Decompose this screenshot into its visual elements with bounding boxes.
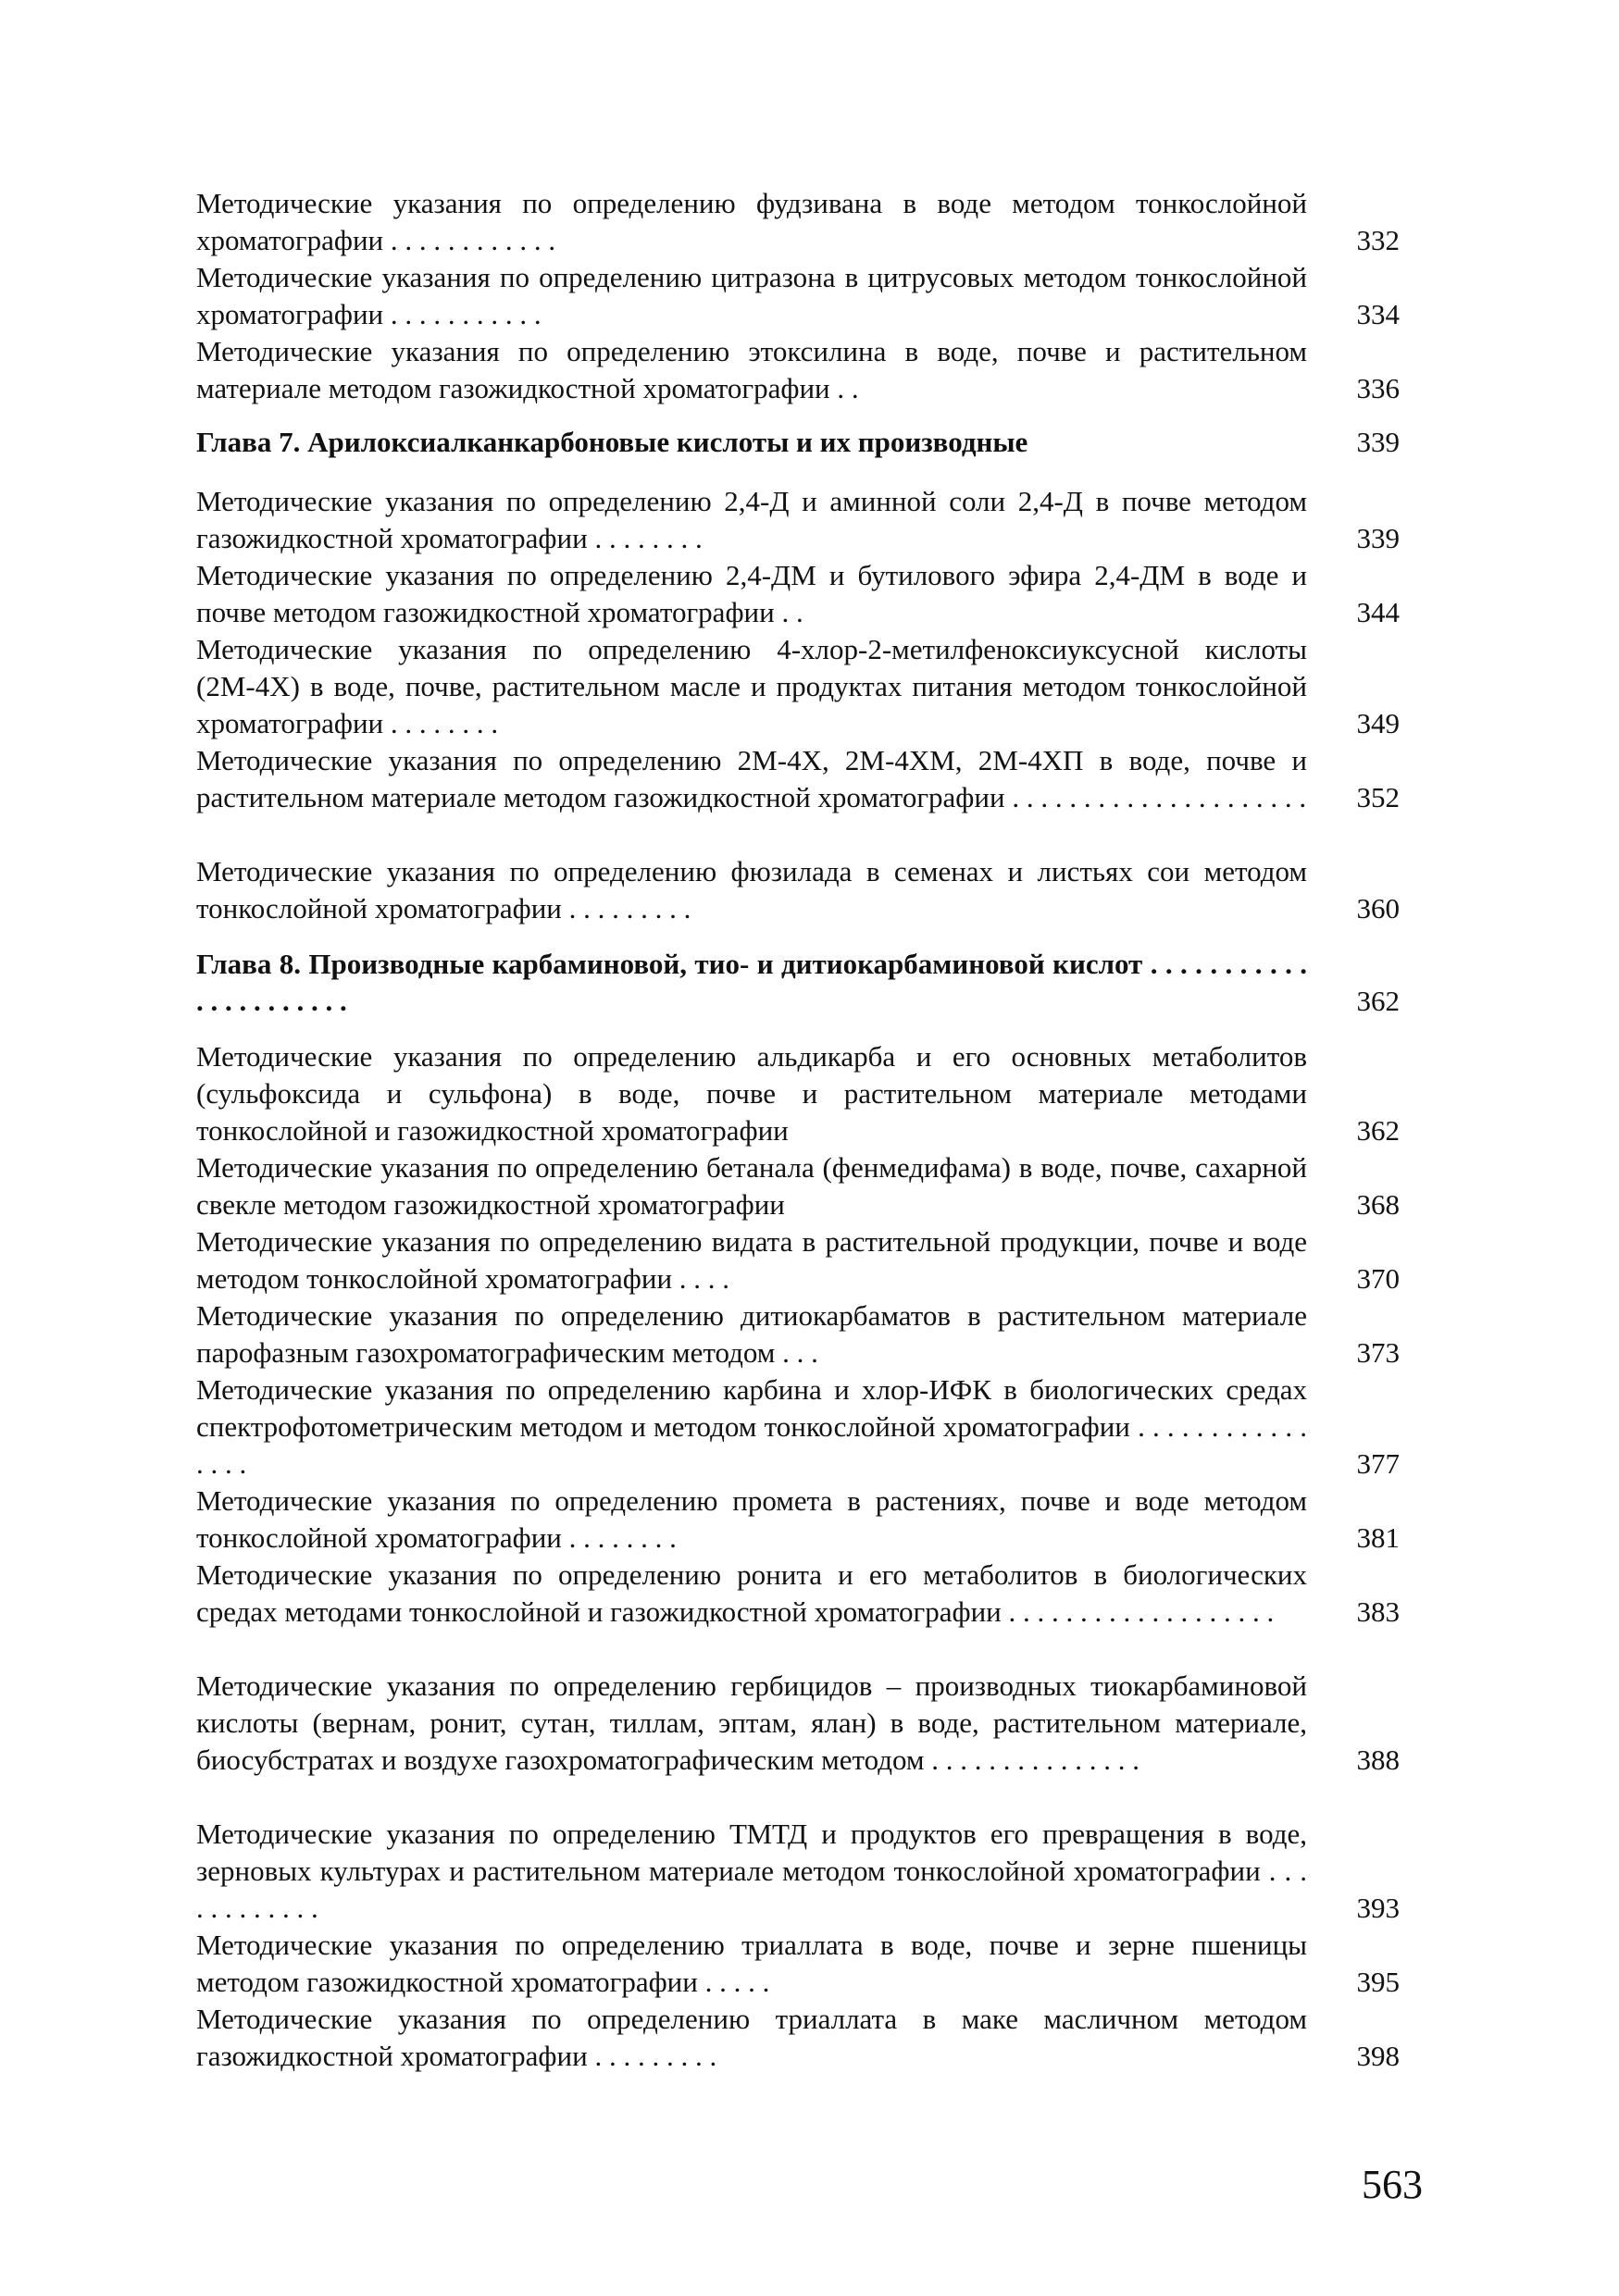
toc-entry [196, 185, 1400, 259]
toc-entry-page: 388 [1356, 1744, 1400, 1776]
toc-entry-page: 377 [1356, 1447, 1400, 1480]
toc-entry-page: 395 [1356, 1966, 1400, 1998]
toc-entry-text: Методические указания по определению дитиокарбаматов в растительном материале парофазным газохроматографическим методом . . . [196, 1299, 1307, 1369]
toc-entry-page: 332 [1356, 224, 1400, 256]
toc-entry-page: 336 [1356, 372, 1400, 404]
toc-entry-text: Методические указания по определению карбина и хлор-ИФК в биологических средах спектрофотометрическим методом и методом тонкослойной хроматографии . . . . . . . . . . . . . . . . [196, 1373, 1307, 1480]
toc-entry-text: Методические указания по определению видата в растительной продукции, почве и воде методом тонкослойной хроматографии . . . . [196, 1225, 1307, 1295]
toc-entry [196, 1668, 1400, 1779]
toc-entry-page: 393 [1356, 1892, 1400, 1924]
toc-entry-page: 381 [1356, 1521, 1400, 1554]
toc-entry [196, 1816, 1400, 1927]
chapter-title: Глава 7. Арилоксиалканкарбоновые кислоты и их производные [196, 426, 1028, 458]
toc-entry [196, 1038, 1400, 1149]
toc-entry-text: Методические указания по определению фудзивана в воде методом тонкослойной хроматографии . . . . . . . . . . . . [196, 187, 1307, 256]
toc-entry [196, 1927, 1400, 2001]
toc-entry-text: Методические указания по определению фюзилада в семенах и листьях сои методом тонкослойной хроматографии . . . . . . . . . [196, 855, 1307, 925]
toc-entry-page: 383 [1356, 1595, 1400, 1628]
toc-entry-page: 344 [1356, 596, 1400, 628]
toc-entry [196, 631, 1400, 742]
chapter-page: 339 [1356, 426, 1400, 458]
toc-entry-page: 349 [1356, 707, 1400, 739]
toc-entry [196, 1297, 1400, 1371]
toc-entry-text: Методические указания по определению цитразона в цитрусовых методом тонкослойной хроматографии . . . . . . . . . . . [196, 261, 1307, 330]
toc-entry [196, 1223, 1400, 1297]
toc-entry [196, 1149, 1400, 1223]
toc-entry [196, 483, 1400, 557]
toc-entry [196, 1371, 1400, 1483]
toc-entry-text: Методические указания по определению альдикарба и его основных метаболитов (сульфоксида и сульфона) в воде, почве и растительном материале методами тонкослойной и газожидкостной хроматографии [196, 1040, 1307, 1147]
toc-entry [196, 1483, 1400, 1557]
toc-entry [196, 2001, 1400, 2075]
toc-entry-text: Методические указания по определению триаллата в воде, почве и зерне пшеницы методом газожидкостной хроматографии . . . . . [196, 1929, 1307, 1998]
toc-entry-text: Методические указания по определению триаллата в маке масличном методом газожидкостной хроматографии . . . . . . . . . [196, 2003, 1307, 2072]
toc-entry-page: 352 [1356, 781, 1400, 813]
toc-entry-page: 370 [1356, 1262, 1400, 1295]
toc-entry-text: Методические указания по определению 2,4-Д и аминной соли 2,4-Д в почве методом газожидкостной хроматографии . . . . . . . . [196, 485, 1307, 554]
toc-entry-page: 362 [1356, 1114, 1400, 1147]
chapter-heading [196, 424, 1400, 461]
toc-entry-page: 398 [1356, 2040, 1400, 2072]
toc-entry [196, 1557, 1400, 1631]
toc-entry-text: Методические указания по определению бетанала (фенмедифама) в воде, почве, сахарной свекле методом газожидкостной хроматографии [196, 1151, 1307, 1221]
chapter-page: 362 [1356, 985, 1400, 1017]
chapter-heading [196, 946, 1400, 1020]
toc-entry [196, 259, 1400, 333]
toc-entry [196, 333, 1400, 407]
toc-entry-text: Методические указания по определению гербицидов – производных тиокарбаминовой кислоты (вернам, ронит, сутан, тиллам, эптам, ялан) в воде, растительном материале, биосубстратах и воздухе газохроматографическим методом . . . . . . . . . . . . . . . [196, 1669, 1307, 1776]
page-number: 563 [1362, 2162, 1423, 2207]
toc-entry-page: 339 [1356, 522, 1400, 554]
toc-entry-text: Методические указания по определению промета в растениях, почве и воде методом тонкослойной хроматографии . . . . . . . . [196, 1484, 1307, 1554]
toc-entry-page: 360 [1356, 892, 1400, 925]
toc-entry-page: 373 [1356, 1336, 1400, 1369]
toc-entry-text: Методические указания по определению 4-хлор-2-метилфеноксиуксусной кислоты (2М-4Х) в воде, почве, растительном масле и продуктах питания методом тонкослойной хроматографии . . . . . . . . [196, 633, 1307, 739]
toc-entry-page: 368 [1356, 1188, 1400, 1221]
toc-entry [196, 853, 1400, 927]
toc-entry-text: Методические указания по определению ТМТД и продуктов его превращения в воде, зерновых культурах и растительном материале методом тонкослойной хроматографии . . . . . . . . . . . . [196, 1818, 1307, 1924]
chapter-title: Глава 8. Производные карбаминовой, тио- и дитиокарбаминовой кислот . . . . . . . . . . . . . . . . . . . . . . [196, 948, 1307, 1017]
toc-entry-text: Методические указания по определению 2,4-ДМ и бутилового эфира 2,4-ДМ в воде и почве методом газожидкостной хроматографии . . [196, 559, 1307, 628]
toc-entry-page: 334 [1356, 298, 1400, 330]
toc-entry-text: Методические указания по определению этоксилина в воде, почве и растительном материале методом газожидкостной хроматографии . . [196, 335, 1307, 404]
toc-entry-text: Методические указания по определению 2М-4Х, 2М-4ХМ, 2М-4ХП в воде, почве и растительном материале методом газожидкостной хроматографии . . . . . . . . . . . . . . . . . . . . . [196, 744, 1307, 813]
toc-entry-text: Методические указания по определению ронита и его метаболитов в биологических средах методами тонкослойной и газожидкостной хроматографии . . . . . . . . . . . . . . . . . . . [196, 1558, 1307, 1628]
toc-entry [196, 742, 1400, 816]
toc-entry [196, 557, 1400, 631]
